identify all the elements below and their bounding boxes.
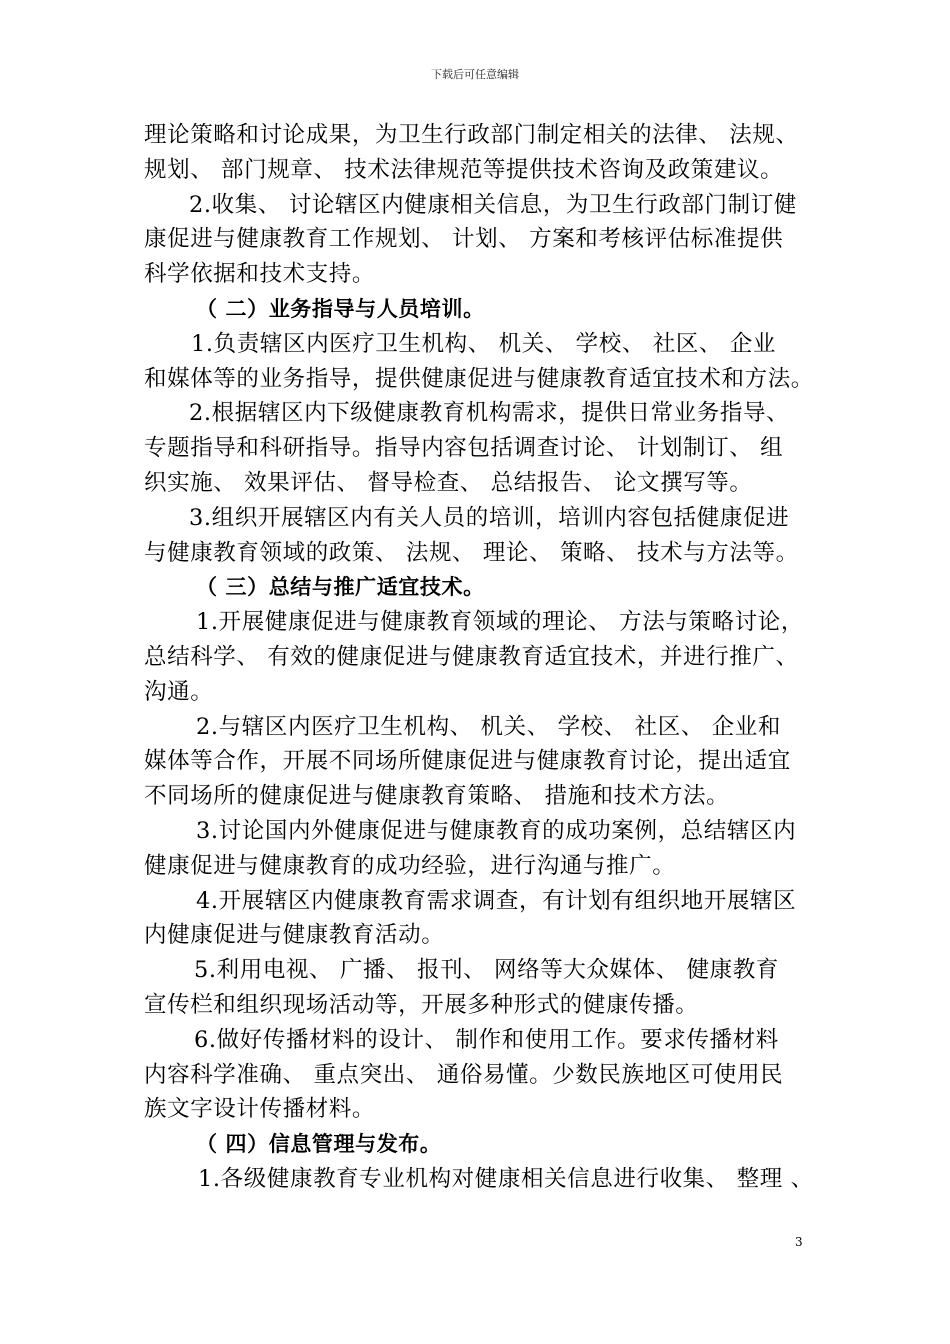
body-line: 织实施、 效果评估、 督导检查、 总结报告、 论文撰写等。 xyxy=(144,469,753,496)
body-line: 1.负责辖区内医疗卫生机构、 机关、 学校、 社区、 企业 xyxy=(191,330,776,357)
body-line: 5.利用电视、 广播、 报刊、 网络等大众媒体、 健康教育 xyxy=(194,957,779,984)
page-header: 下载后可任意编辑 xyxy=(431,68,519,81)
section-heading: （ 三）总结与推广适宜技术。 xyxy=(196,575,485,600)
body-line: 规划、 部门规章、 技术法律规范等提供技术咨询及政策建议。 xyxy=(144,156,784,183)
body-line: 健康促进与健康教育的成功经验，进行沟通与推广。 xyxy=(144,852,676,879)
body-line: 不同场所的健康促进与健康教育策略、 措施和技术方法。 xyxy=(144,783,730,810)
body-line: 3.组织开展辖区内有关人员的培训，培训内容包括健康促进 xyxy=(189,504,790,531)
body-line: 和媒体等的业务指导，提供健康促进与健康教育适宜技术和方法。 xyxy=(144,365,814,392)
section-heading: （ 四）信息管理与发布。 xyxy=(196,1132,442,1157)
document-body xyxy=(144,118,824,1197)
body-line: 1.各级健康教育专业机构对健康相关信息进行收集、 整理 、 xyxy=(198,1165,814,1192)
page-number: 3 xyxy=(795,1235,803,1249)
body-line: 沟通。 xyxy=(144,678,214,705)
body-line: 专题指导和科研指导。指导内容包括调查讨论、 计划制订、 组 xyxy=(144,435,784,462)
body-line: 与健康教育领域的政策、 法规、 理论、 策略、 技术与方法等。 xyxy=(144,539,799,566)
body-line: 族文字设计传播材料。 xyxy=(144,1096,376,1123)
body-line: 6.做好传播材料的设计、 制作和使用工作。要求传播材料 xyxy=(194,1026,779,1053)
body-line: 理论策略和讨论成果，为卫生行政部门制定相关的法律、 法规、 xyxy=(144,122,799,148)
body-line: 3.讨论国内外健康促进与健康教育的成功案例，总结辖区内 xyxy=(196,817,797,844)
body-line: 总结科学、 有效的健康促进与健康教育适宜技术，并进行推广、 xyxy=(144,643,799,670)
body-line: 科学依据和技术支持。 xyxy=(144,261,376,288)
body-line: 宣传栏和组织现场活动等，开展多种形式的健康传播。 xyxy=(144,991,699,1018)
body-line: 内健康促进与健康教育活动。 xyxy=(144,922,445,949)
body-line: 2.与辖区内医疗卫生机构、 机关、 学校、 社区、 企业和 xyxy=(196,713,781,740)
body-line: 1.开展健康促进与健康教育领域的理论、 方法与策略讨论， xyxy=(196,609,804,636)
body-line: 4.开展辖区内健康教育需求调查，有计划有组织地开展辖区 xyxy=(196,887,797,914)
body-line: 2.收集、 讨论辖区内健康相关信息，为卫生行政部门制订健 xyxy=(189,191,797,218)
body-line: 2.根据辖区内下级健康教育机构需求，提供日常业务指导、 xyxy=(189,400,790,427)
body-line: 康促进与健康教育工作规划、 计划、 方案和考核评估标准提供 xyxy=(144,226,784,253)
body-line: 内容科学准确、 重点突出、 通俗易懂。少数民族地区可使用民 xyxy=(144,1061,784,1088)
section-heading: （ 二）业务指导与人员培训。 xyxy=(196,296,485,321)
body-line: 媒体等合作，开展不同场所健康促进与健康教育讨论，提出适宜 xyxy=(144,748,791,775)
